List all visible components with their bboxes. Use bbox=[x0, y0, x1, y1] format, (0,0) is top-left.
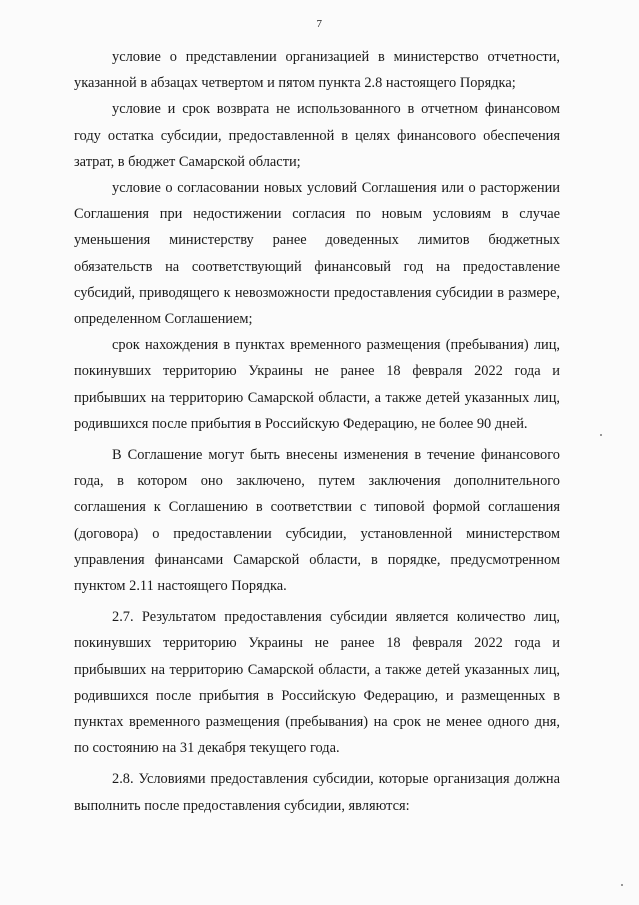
paragraph-refund-condition: условие и срок возврата не использованного в отчетном финансовом году остатка субсидии, предоставленной в целях финансового обеспечения затрат, в бюджет Самарской области; bbox=[74, 101, 560, 170]
paragraph-agreement-termination: условие о согласовании новых условий Соглашения или о расторжении Соглашения при недостижении согласия по новым условиям в случае уменьшения министерству ранее доведенных лимитов бюджетных обязательств на соответствующий финансовый год на предоставление субсидий, приводящего к невозможности предоставления субсидии в размере, определенном Соглашением; bbox=[74, 180, 560, 328]
scan-speck bbox=[600, 434, 602, 436]
paragraph-agreement-changes: В Соглашение могут быть внесены изменения в течение финансового года, в котором оно заключено, путем заключения дополнительного соглашения к Соглашению в соответствии с типовой формой соглашения (договора) о предоставлении субсидии, установленной министерством управления финансами Самарской области, в порядке, предусмотренном пунктом 2.11 настоящего Порядка. bbox=[74, 447, 560, 595]
paragraph-reporting-condition: условие о представлении организацией в министерство отчетности, указанной в абзацах четвертом и пятом пункта 2.8 настоящего Порядка; bbox=[74, 49, 560, 92]
document-body bbox=[74, 44, 560, 819]
paragraph-stay-period: срок нахождения в пунктах временного размещения (пребывания) лиц, покинувших территорию Украины не ранее 18 февраля 2022 года и прибывших на территорию Самарской области, а также детей указанных лиц, родившихся после прибытия в Российскую Федерацию, не более 90 дней. bbox=[74, 337, 560, 432]
page-number: 7 bbox=[316, 18, 323, 30]
paragraph-2-8-conditions: 2.8. Условиями предоставления субсидии, которые организация должна выполнить после предоставления субсидии, являются: bbox=[74, 771, 560, 814]
scan-speck bbox=[621, 884, 623, 886]
paragraph-2-7-result: 2.7. Результатом предоставления субсидии является количество лиц, покинувших территорию Украины не ранее 18 февраля 2022 года и прибывших на территорию Самарской области, а также детей указанных лиц, родившихся после прибытия в Российскую Федерацию, и размещенных в пунктах временного размещения (пребывания) на срок не менее одного дня, по состоянию на 31 декабря текущего года. bbox=[74, 609, 560, 757]
